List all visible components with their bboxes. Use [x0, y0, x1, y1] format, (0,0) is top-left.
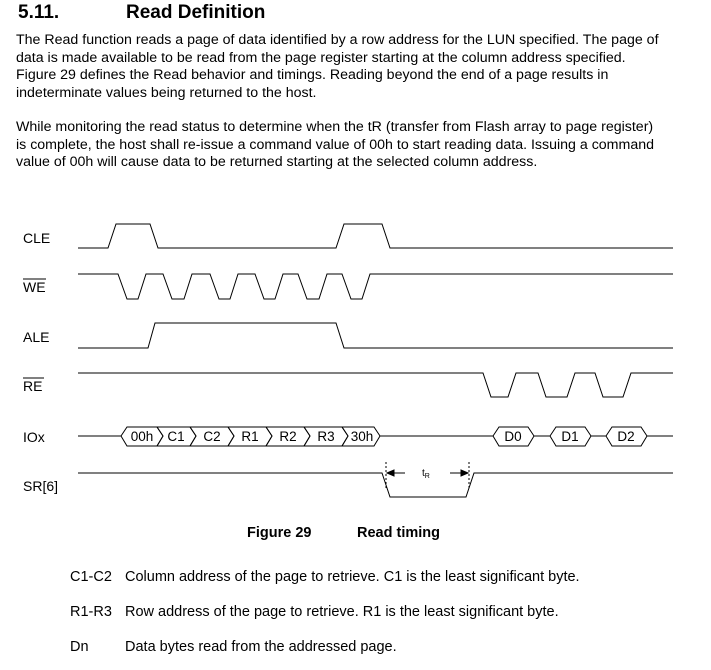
definition-row: [70, 604, 559, 620]
definition-term: Dn: [70, 639, 89, 655]
signal-label-cle: CLE: [23, 230, 51, 246]
signal-label-we: WE: [23, 279, 46, 295]
definition-row: [70, 639, 397, 655]
definition-term: R1-R3: [70, 604, 112, 620]
re-waveform: [78, 373, 673, 397]
definition-text: Row address of the page to retrieve. R1 is the least significant byte.: [125, 604, 559, 620]
bus-label-00h: 00h: [130, 429, 154, 444]
paragraph-read-function: The Read function reads a page of data identified by a row address for the LUN specified. The page of data is made available to be read from the page register starting at the column address specified. Figure 29 defines the Read behavior and timings. Reading beyond the end of a page results in indeterminate values being returned to the host.: [16, 32, 659, 101]
definition-text: Column address of the page to retrieve. C1 is the least significant byte.: [125, 569, 580, 585]
bus-label-r3: R3: [317, 429, 335, 444]
section-title: Read Definition: [126, 2, 266, 23]
signal-label-iox: IOx: [23, 429, 45, 445]
signal-label-sr6: SR[6]: [23, 478, 59, 494]
read-timing-diagram: [0, 205, 711, 515]
tr-label: $t_R$: [422, 468, 430, 480]
bus-label-30h: 30h: [350, 429, 374, 444]
ale-waveform: [78, 323, 673, 348]
definition-row: [70, 569, 580, 585]
sr6-waveform: [78, 473, 673, 497]
bus-label-d1: D1: [561, 429, 579, 444]
figure-number: Figure 29: [247, 525, 312, 541]
bus-label-d2: D2: [617, 429, 635, 444]
section-number: 5.11.: [18, 2, 60, 23]
bus-label-r1: R1: [241, 429, 259, 444]
cle-waveform: [78, 224, 673, 248]
figure-title: Read timing: [357, 525, 440, 541]
paragraph-read-status: While monitoring the read status to determine when the tR (transfer from Flash array to page register) is complete, the host shall re-issue a command value of 00h to start reading data. Issuing a command value of 00h will cause data to be returned starting at the selected column address.: [16, 119, 654, 170]
bus-label-d0: D0: [504, 429, 522, 444]
bus-label-r2: R2: [279, 429, 297, 444]
bus-label-c2: C2: [203, 429, 221, 444]
bus-label-c1: C1: [167, 429, 185, 444]
signal-label-re: RE: [23, 378, 43, 394]
signal-label-ale: ALE: [23, 329, 50, 345]
definition-term: C1-C2: [70, 569, 112, 585]
section-heading: [18, 2, 265, 24]
definition-text: Data bytes read from the addressed page.: [125, 639, 397, 655]
we-waveform: [78, 274, 673, 299]
